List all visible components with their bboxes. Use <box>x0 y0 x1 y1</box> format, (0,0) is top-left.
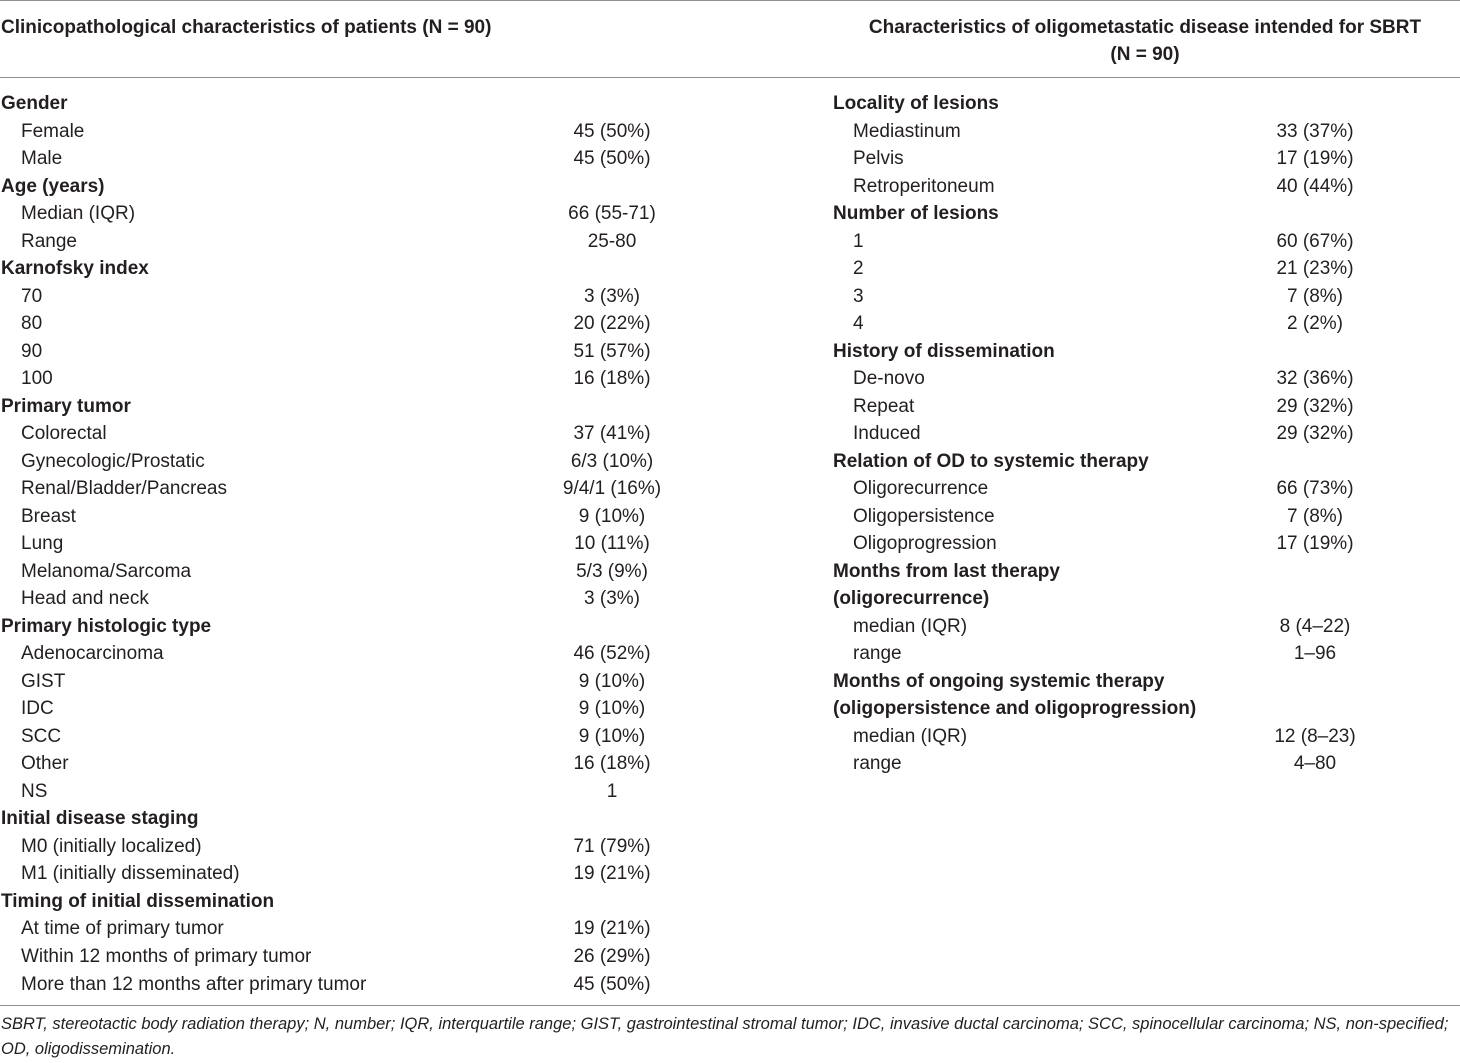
category-row <box>833 338 1460 366</box>
row-label: Other <box>21 753 69 775</box>
table-row <box>1 310 801 338</box>
table-row <box>833 393 1460 421</box>
row-value: 71 (79%) <box>573 835 651 857</box>
row-value: 9 (10%) <box>578 698 646 720</box>
row-label: 100 <box>21 368 53 390</box>
row-value: 7 (8%) <box>1287 505 1343 527</box>
row-value: 45 (50%) <box>573 120 651 142</box>
row-value: 37 (41%) <box>573 423 651 445</box>
row-label: Gynecologic/Prostatic <box>21 450 205 472</box>
category-label: Primary histologic type <box>1 615 212 637</box>
row-label: 3 <box>853 285 864 307</box>
row-value: 33 (37%) <box>1276 120 1354 142</box>
right-column-header <box>830 14 1460 68</box>
category-row <box>1 90 801 118</box>
row-value: 16 (18%) <box>573 368 651 390</box>
category-row <box>1 613 801 641</box>
table-footnote: SBRT, stereotactic body radiation therapy; N, number; IQR, interquartile range; GIST, gastrointestinal stromal tumor; IDC, invasive ductal carcinoma; SCC, spinocellular carcinoma; NS, non-specified; OD, oligodissemination. <box>1 1015 1449 1058</box>
table-row <box>1 200 801 228</box>
row-label: 80 <box>21 313 43 335</box>
category-label: Months from last therapy <box>833 560 1060 582</box>
table-row <box>833 173 1460 201</box>
row-label: Colorectal <box>21 423 107 445</box>
row-value: 32 (36%) <box>1276 368 1354 390</box>
row-value: 9 (10%) <box>578 725 646 747</box>
row-value: 4–80 <box>1293 753 1337 775</box>
table-row <box>1 145 801 173</box>
row-value: 9 (10%) <box>578 505 646 527</box>
category-label: (oligopersistence and oligoprogression) <box>833 698 1197 720</box>
table-row <box>1 420 801 448</box>
row-label: Median (IQR) <box>21 203 136 225</box>
row-value: 45 (50%) <box>573 973 651 995</box>
category-label: Number of lesions <box>833 203 999 225</box>
row-value: 6/3 (10%) <box>570 450 654 472</box>
row-label: Retroperitoneum <box>853 175 995 197</box>
category-label: Age (years) <box>1 175 105 197</box>
category-label: History of dissemination <box>833 340 1055 362</box>
category-row <box>833 90 1460 118</box>
table-row <box>1 971 801 999</box>
row-label: IDC <box>21 698 54 720</box>
table-row <box>1 448 801 476</box>
row-value: 8 (4–22) <box>1279 615 1351 637</box>
row-label: Within 12 months of primary tumor <box>21 945 312 967</box>
table-row <box>833 613 1460 641</box>
row-label: Oligorecurrence <box>853 478 989 500</box>
row-value: 16 (18%) <box>573 753 651 775</box>
table-row <box>1 915 801 943</box>
row-value: 9 (10%) <box>578 670 646 692</box>
row-value: 17 (19%) <box>1276 533 1354 555</box>
category-label: Months of ongoing systemic therapy <box>833 670 1165 692</box>
table-row <box>833 283 1460 311</box>
row-value: 19 (21%) <box>573 863 651 885</box>
category-label: Relation of OD to systemic therapy <box>833 450 1149 472</box>
row-label: Head and neck <box>21 588 149 610</box>
row-value: 51 (57%) <box>573 340 651 362</box>
row-label: Repeat <box>853 395 915 417</box>
table-row <box>833 118 1460 146</box>
row-label: Female <box>21 120 85 142</box>
table-row <box>1 695 801 723</box>
table-row <box>833 475 1460 503</box>
row-label: M0 (initially localized) <box>21 835 202 857</box>
row-value: 1–96 <box>1293 643 1337 665</box>
row-value: 60 (67%) <box>1276 230 1354 252</box>
row-value: 66 (55-71) <box>568 203 656 225</box>
row-label: 70 <box>21 285 43 307</box>
row-value: 29 (32%) <box>1276 423 1354 445</box>
category-row <box>1 888 801 916</box>
category-row <box>833 558 1460 586</box>
left-column-header: Clinicopathological characteristics of patients (N = 90) <box>1 17 492 38</box>
table-row <box>833 420 1460 448</box>
row-label: More than 12 months after primary tumor <box>21 973 367 995</box>
right-header-line-1: Characteristics of oligometastatic disease intended for SBRT <box>868 17 1422 38</box>
category-label: Locality of lesions <box>833 93 999 114</box>
row-value: 5/3 (9%) <box>576 560 648 582</box>
row-label: median (IQR) <box>853 725 968 747</box>
table-row <box>1 585 801 613</box>
category-row <box>1 393 801 421</box>
table-row <box>833 145 1460 173</box>
row-value: 26 (29%) <box>573 945 651 967</box>
table-row <box>1 530 801 558</box>
row-label: Induced <box>853 423 921 445</box>
row-value: 25-80 <box>587 230 637 252</box>
table-row <box>833 640 1460 668</box>
table-row <box>1 118 801 146</box>
bottom-rule <box>0 1005 1460 1006</box>
left-table-column <box>1 90 801 998</box>
row-label: Pelvis <box>853 148 904 170</box>
table-row <box>833 255 1460 283</box>
row-value: 10 (11%) <box>574 533 650 555</box>
row-value: 66 (73%) <box>1276 478 1354 500</box>
table-row <box>833 530 1460 558</box>
category-label: Gender <box>1 93 68 114</box>
category-row <box>833 200 1460 228</box>
category-label: Timing of initial dissemination <box>1 890 275 912</box>
table-row <box>1 833 801 861</box>
row-label: Lung <box>21 533 64 555</box>
category-row <box>833 448 1460 476</box>
table-row <box>1 778 801 806</box>
row-label: GIST <box>21 670 66 692</box>
row-value: 7 (8%) <box>1287 285 1343 307</box>
row-value: 19 (21%) <box>573 918 651 940</box>
row-value: 3 (3%) <box>584 285 640 307</box>
row-label: 90 <box>21 340 43 362</box>
row-label: Male <box>21 148 63 170</box>
right-header-line-2: (N = 90) <box>1110 44 1180 65</box>
table-row <box>1 558 801 586</box>
row-label: range <box>853 753 902 775</box>
table-row <box>1 365 801 393</box>
table-row <box>1 723 801 751</box>
row-value: 21 (23%) <box>1276 258 1354 280</box>
row-value: 9/4/1 (16%) <box>562 478 662 500</box>
category-label: Karnofsky index <box>1 258 149 280</box>
top-rule <box>0 0 1460 1</box>
row-label: range <box>853 643 902 665</box>
row-value: 45 (50%) <box>573 148 651 170</box>
table-row <box>1 668 801 696</box>
row-label: Oligopersistence <box>853 505 995 527</box>
table-row <box>833 365 1460 393</box>
category-row <box>833 695 1460 723</box>
row-label: Breast <box>21 505 76 527</box>
right-table-column <box>833 90 1460 778</box>
category-label: Initial disease staging <box>1 808 199 830</box>
row-value: 40 (44%) <box>1276 175 1354 197</box>
row-label: NS <box>21 780 48 802</box>
row-label: 2 <box>853 258 864 280</box>
row-label: De-novo <box>853 368 925 390</box>
category-row <box>833 585 1460 613</box>
category-row <box>1 255 801 283</box>
row-label: Oligoprogression <box>853 533 997 555</box>
row-label: M1 (initially disseminated) <box>21 863 240 885</box>
category-label: (oligorecurrence) <box>833 588 990 610</box>
row-label: 1 <box>853 230 864 252</box>
table-row <box>1 640 801 668</box>
row-label: Mediastinum <box>853 120 961 142</box>
table-row <box>1 338 801 366</box>
table-row <box>1 503 801 531</box>
row-label: Adenocarcinoma <box>21 643 164 665</box>
row-value: 17 (19%) <box>1276 148 1354 170</box>
row-label: Range <box>21 230 77 252</box>
row-value: 3 (3%) <box>584 588 640 610</box>
table-row <box>1 750 801 778</box>
table-row <box>1 860 801 888</box>
table-row <box>1 475 801 503</box>
row-label: Renal/Bladder/Pancreas <box>21 478 227 500</box>
row-label: 4 <box>853 313 864 335</box>
row-value: 12 (8–23) <box>1274 725 1356 747</box>
table-row <box>1 943 801 971</box>
row-label: At time of primary tumor <box>21 918 224 940</box>
category-label: Primary tumor <box>1 395 131 417</box>
table-row <box>833 750 1460 778</box>
row-value: 20 (22%) <box>573 313 651 335</box>
row-value: 2 (2%) <box>1287 313 1343 335</box>
row-value: 29 (32%) <box>1276 395 1354 417</box>
table-row <box>833 310 1460 338</box>
table-row <box>833 228 1460 256</box>
category-row <box>1 173 801 201</box>
row-value: 1 <box>606 780 618 802</box>
row-value: 46 (52%) <box>573 643 651 665</box>
table-row <box>1 228 801 256</box>
row-label: SCC <box>21 725 62 747</box>
table-row <box>833 723 1460 751</box>
table-row <box>1 283 801 311</box>
category-row <box>833 668 1460 696</box>
category-row <box>1 805 801 833</box>
row-label: median (IQR) <box>853 615 968 637</box>
header-rule <box>0 77 1460 78</box>
row-label: Melanoma/Sarcoma <box>21 560 192 582</box>
table-row <box>833 503 1460 531</box>
